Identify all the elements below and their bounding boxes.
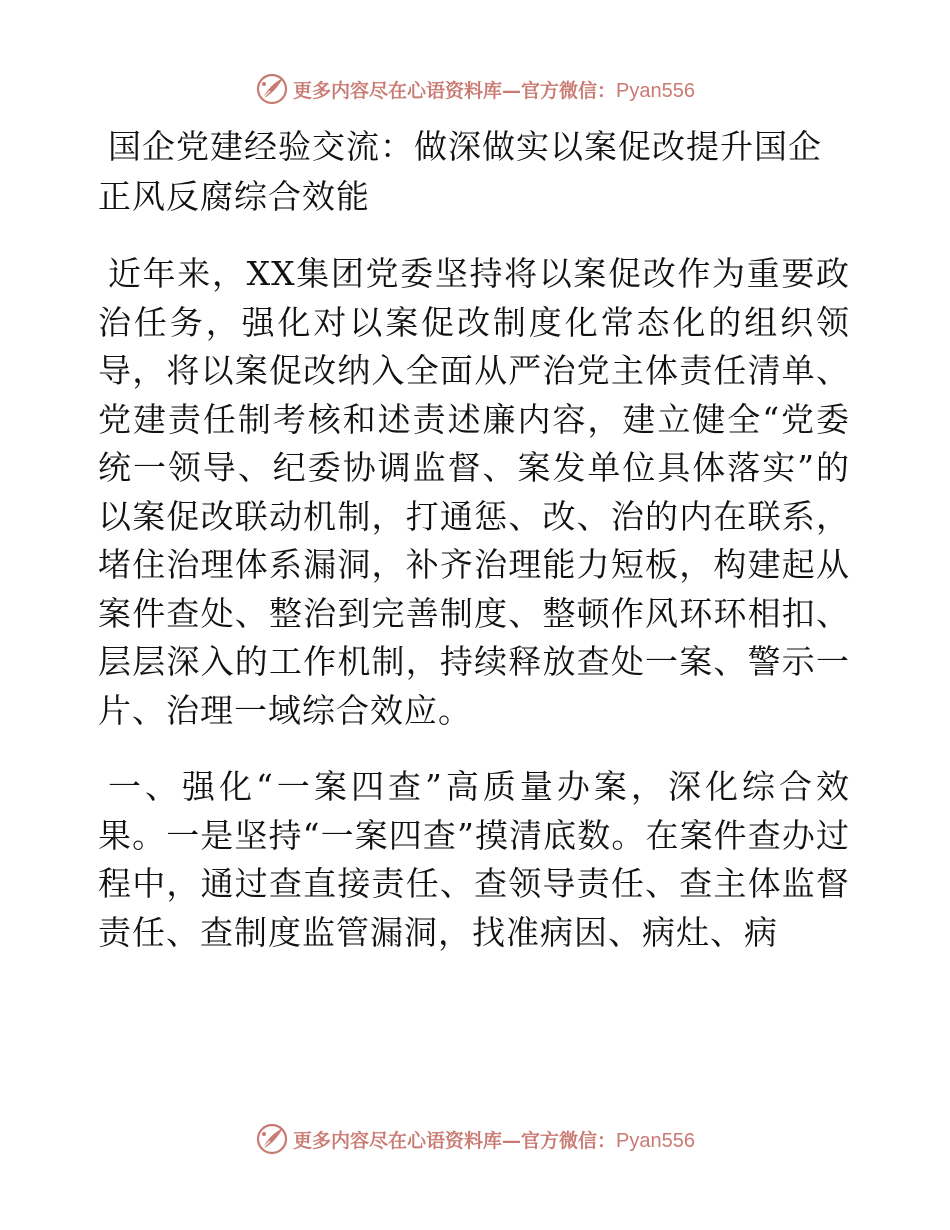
document-title: 国企党建经验交流：做深做实以案促改提升国企正风反腐综合效能 bbox=[98, 127, 822, 216]
paragraph-section-one: 一、强化“一案四查”高质量办案，深化综合效果。一是坚持“一案四查”摸清底数。在案件查办过程中，通过查直接责任、查领导责任、查主体监督责任、查制度监管漏洞，找准病因、病灶、病 bbox=[98, 767, 850, 952]
banner-site-text: 更多内容尽在心语资料库 bbox=[293, 79, 503, 102]
banner-wechat-label: 官方微信： bbox=[521, 79, 617, 102]
banner-wechat-id: Pyan556 bbox=[616, 1129, 695, 1152]
banner-separator: — bbox=[502, 1129, 522, 1152]
banner-wechat-id: Pyan556 bbox=[616, 79, 695, 102]
banner-site-text: 更多内容尽在心语资料库 bbox=[293, 1129, 503, 1152]
footer-banner bbox=[0, 1122, 950, 1156]
document-body bbox=[98, 122, 850, 957]
banner-wechat-label: 官方微信： bbox=[521, 1129, 617, 1152]
quill-pen-logo-icon bbox=[255, 1122, 289, 1156]
header-banner bbox=[0, 72, 950, 106]
banner-separator: — bbox=[502, 79, 522, 102]
quill-pen-logo-icon bbox=[255, 72, 289, 106]
paragraph-intro: 近年来，XX集团党委坚持将以案促改作为重要政治任务，强化对以案促改制度化常态化的组织领导，将以案促改纳入全面从严治党主体责任清单、党建责任制考核和述责述廉内容，建立健全“党委统一领导、纪委协调监督、案发单位具体落实”的以案促改联动机制，打通惩、改、治的内在联系，堵住治理体系漏洞，补齐治理能力短板，构建起从案件查处、整治到完善制度、整顿作风环环相扣、层层深入的工作机制，持续释放查处一案、警示一片、治理一域综合效应。 bbox=[98, 254, 850, 730]
